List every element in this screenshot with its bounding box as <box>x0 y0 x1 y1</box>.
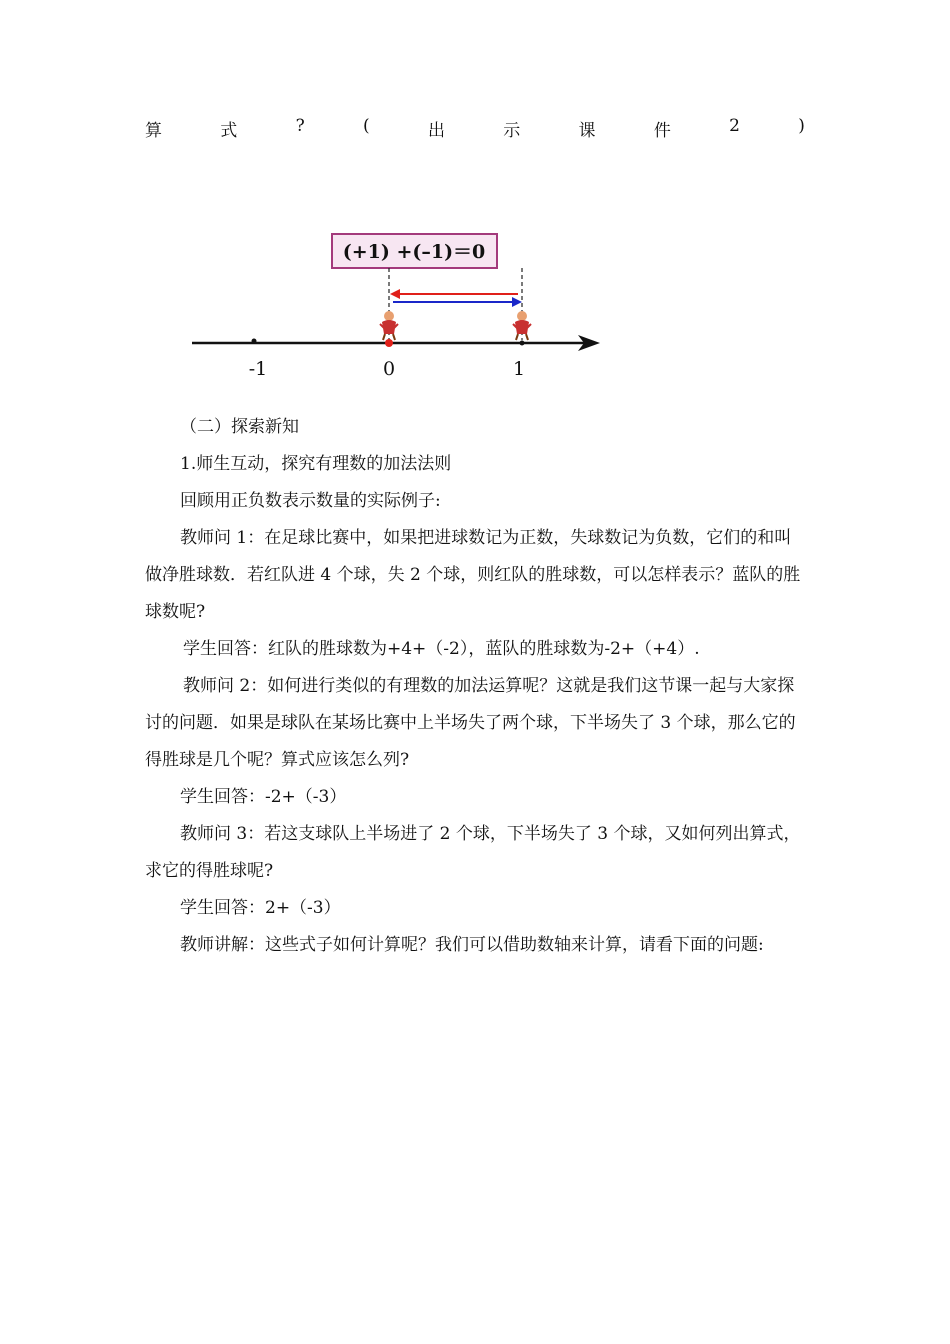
section-heading: （二）探索新知 <box>180 417 299 437</box>
paragraph-student-answer: 学生回答：2+（-3） <box>180 898 341 918</box>
player-figure-zero-icon <box>380 311 398 340</box>
point-one <box>520 341 525 346</box>
axis-label-minus-one: -1 <box>248 358 268 380</box>
spread-char: 算 <box>145 121 162 141</box>
paragraph-teacher-question-2: 教师问 2：如何进行类似的有理数的加法运算呢？这就是我们这节课一起与大家探讨的问题．如果是球队在某场比赛中上半场失了两个球，下半场失了 3 个球，那么它的得胜球是几个呢？算式应该怎么列? <box>145 676 796 770</box>
spread-heading-line <box>145 116 805 141</box>
spread-char: 出 <box>427 121 445 141</box>
spread-char: ( <box>363 116 370 136</box>
paragraph-teacher-question-1: 教师问 1：在足球比赛中，如果把进球数记为正数，失球数记为负数，它们的和叫做净胜球数．若红队进 4 个球，失 2 个球，则红队的胜球数，可以怎样表示？蓝队的胜球数呢? <box>145 528 801 622</box>
paragraph-teacher-question-3: 教师问 3：若这支球队上半场进了 2 个球，下半场失了 3 个球，又如何列出算式，求它的得胜球呢? <box>145 824 801 881</box>
blue-arrowhead <box>512 297 522 307</box>
axis-label-one: 1 <box>512 358 526 380</box>
spread-char: 课 <box>578 121 596 141</box>
spread-char: 示 <box>503 121 521 141</box>
paragraph: 回顾用正负数表示数量的实际例子: <box>180 491 441 511</box>
spread-char: 件 <box>653 121 671 141</box>
player-figure-one-icon <box>513 311 531 340</box>
spread-char: ) <box>798 116 805 136</box>
equation-text: (+1) +(–1)＝0 <box>342 241 486 263</box>
paragraph-student-answer: 学生回答：红队的胜球数为+4+（-2），蓝队的胜球数为-2+（+4）. <box>183 639 700 659</box>
number-line-figure <box>180 228 610 388</box>
spread-char: ? <box>295 116 305 136</box>
paragraph-student-answer: 学生回答：-2+（-3） <box>180 787 347 807</box>
point-minus-one <box>252 339 257 344</box>
subsection-heading: 1.师生互动，探究有理数的加法法则 <box>180 454 452 474</box>
spread-char: 式 <box>220 121 238 141</box>
point-zero <box>385 339 393 347</box>
paragraph-teacher-explanation: 教师讲解：这些式子如何计算呢？我们可以借助数轴来计算，请看下面的问题: <box>180 935 764 955</box>
body-text <box>145 409 807 964</box>
axis-label-zero: 0 <box>382 358 396 380</box>
red-arrowhead <box>390 289 400 299</box>
spread-char: 2 <box>729 116 740 136</box>
